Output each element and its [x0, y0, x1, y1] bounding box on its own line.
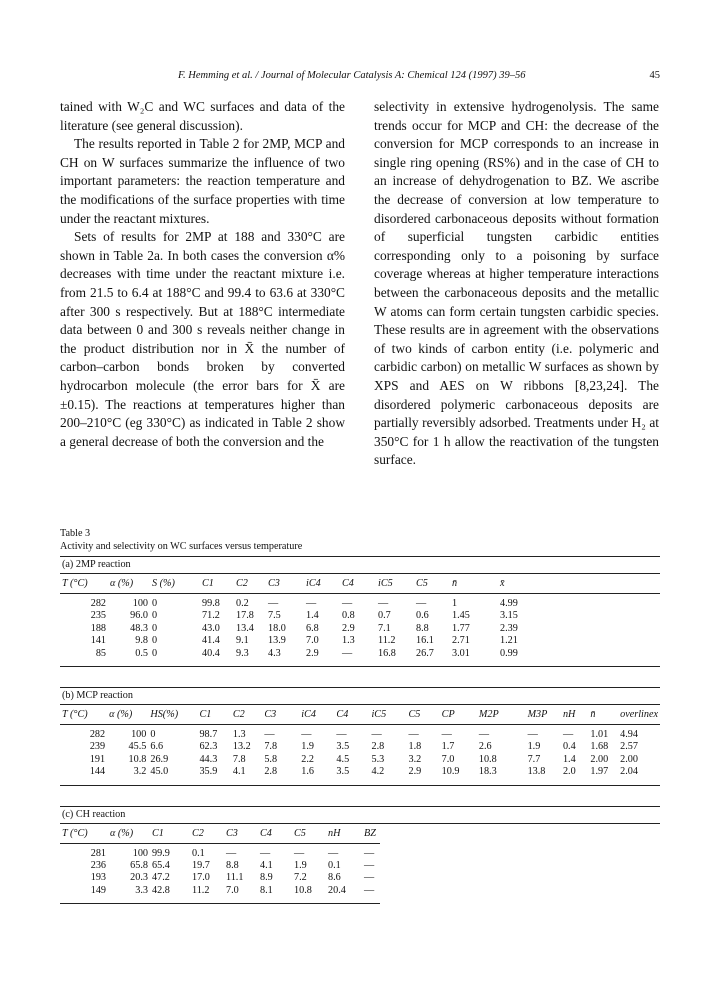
table-cell: 3.15	[500, 610, 518, 622]
column-header: n̄	[450, 574, 498, 594]
table-row	[60, 885, 380, 904]
table-row	[60, 594, 660, 611]
table-cell: 1.21	[500, 635, 518, 647]
table-cell: 1.3	[232, 729, 246, 741]
column-header: S (%)	[150, 574, 200, 594]
table-cell: 1.97	[588, 766, 618, 785]
table-cell: 20.4	[326, 885, 362, 904]
table-cell: —	[328, 847, 339, 859]
column-header: iC4	[299, 705, 334, 725]
table-cell: 7.1	[378, 622, 391, 634]
table-cell: 48.3	[130, 622, 148, 634]
table-cell: 1.6	[299, 766, 334, 785]
table-cell: 0	[152, 635, 158, 647]
column-header: C5	[407, 705, 440, 725]
table-cell: 11.1	[226, 872, 244, 884]
table-row	[60, 610, 660, 622]
column-header: C5	[414, 574, 450, 594]
table-cell: 6.8	[306, 622, 319, 634]
table-cell: 0	[150, 648, 200, 667]
table-cell: 43.0	[202, 622, 220, 634]
table-cell: —	[294, 847, 305, 859]
table-cell: —	[478, 729, 490, 741]
table-cell: 0.5	[108, 648, 150, 667]
table-cell: 149	[60, 885, 108, 904]
table-row	[60, 623, 660, 635]
table-cell: 41.4	[202, 635, 220, 647]
column-header: C4	[334, 705, 369, 725]
table-cell: 62.3	[199, 741, 218, 753]
table-cell: 4.94	[620, 729, 638, 741]
table-cell: 0	[150, 729, 156, 741]
table-cell: 99.8	[202, 598, 220, 609]
table-cell: 18.3	[477, 766, 526, 785]
column-header: M2P	[477, 705, 526, 725]
table-cell: 2.39	[500, 622, 518, 634]
table-row	[60, 843, 380, 860]
column-header: CP	[440, 705, 477, 725]
table-cell: 2.8	[262, 766, 299, 785]
table-cell: 1.01	[590, 729, 609, 741]
table-cell: 13.4	[236, 622, 254, 634]
table-cell: 1.9	[294, 860, 307, 872]
table-cell: 1.3	[342, 635, 355, 647]
table-cell: 188	[90, 622, 106, 634]
table-cell: 0.1	[328, 860, 341, 872]
table-cell: 16.8	[376, 648, 414, 667]
table-cell: 235	[90, 610, 106, 622]
table-cell: 0	[152, 598, 158, 609]
paragraph: The results reported in Table 2 for 2MP, MCP and CH on W surfaces summarize the influence of two important parameters: the reaction temperature and the modifications of the surface properties with time under the reactant mixtures.	[60, 136, 345, 226]
table-cell: —	[226, 847, 237, 859]
table-cell: 2.00	[590, 753, 609, 765]
table-cell: —	[336, 729, 347, 741]
table-cell: 9.8	[135, 635, 148, 647]
table-cell: —	[306, 598, 317, 609]
column-header: C1	[150, 824, 190, 844]
table-cell: 4.3	[266, 648, 304, 667]
table-cell: 0	[152, 622, 158, 634]
section-title-mcp: (b) MCP reaction	[60, 687, 660, 705]
running-title: F. Hemming et al. / Journal of Molecular Catalysis A: Chemical 124 (1997) 39–56	[178, 70, 526, 81]
column-header: iC5	[376, 574, 414, 594]
table-cell: —	[260, 847, 271, 859]
table-cell: 8.1	[258, 885, 292, 904]
table-cell: —	[441, 729, 452, 741]
table-cell: 2.2	[301, 753, 315, 765]
table-cell: 6.6	[150, 741, 164, 753]
table-cell: 2.9	[407, 766, 440, 785]
column-header: nH	[561, 705, 588, 725]
table-cell: 47.2	[152, 872, 170, 884]
table-row	[60, 741, 660, 753]
table-cell: —	[264, 729, 275, 741]
table-cell: —	[562, 729, 574, 741]
table-cell: —	[364, 860, 375, 872]
table-cell: 282	[90, 598, 106, 609]
table-cell: 191	[89, 753, 106, 765]
table-cell: 1	[452, 598, 458, 609]
table-cell: 9.1	[236, 635, 249, 647]
table-cell: 44.3	[199, 753, 218, 765]
table-cell: 100	[132, 847, 148, 859]
table-row	[60, 872, 380, 884]
table-cell: 0.7	[378, 610, 391, 622]
table-cell: 7.0	[224, 885, 258, 904]
table-cell: 11.2	[190, 885, 224, 904]
column-header: C4	[340, 574, 376, 594]
table-cell: 65.4	[152, 860, 170, 872]
table-cell: —	[416, 598, 427, 609]
column-header: C5	[292, 824, 326, 844]
table-cell: 1.4	[562, 753, 576, 765]
table-cell: 0.4	[562, 741, 576, 753]
column-header: M3P	[526, 705, 561, 725]
table-cell: 13.2	[232, 741, 251, 753]
table-cell: 26.9	[150, 753, 169, 765]
column-header: C1	[200, 574, 234, 594]
table-row	[60, 635, 660, 647]
table-cell: 4.5	[336, 753, 350, 765]
column-header: C3	[266, 574, 304, 594]
table-cell: 10.8	[292, 885, 326, 904]
table-cell: 4.1	[260, 860, 273, 872]
table-cell: —	[378, 598, 389, 609]
table-cell: 4.1	[231, 766, 262, 785]
table-cell: 2.8	[371, 741, 385, 753]
table-cell: 8.8	[416, 622, 429, 634]
table-ch	[60, 824, 380, 905]
table-cell: 1.68	[590, 741, 609, 753]
column-header: C3	[262, 705, 299, 725]
table-cell: 1.45	[452, 610, 470, 622]
table-cell: 2.9	[342, 622, 355, 634]
table-cell: 193	[90, 872, 106, 884]
table-cell: —	[268, 598, 279, 609]
table-cell: 3.01	[450, 648, 498, 667]
table-cell: 1.77	[452, 622, 470, 634]
table-cell: 18.0	[268, 622, 286, 634]
column-header: iC5	[369, 705, 406, 725]
column-header: C2	[234, 574, 266, 594]
table-cell: 7.2	[294, 872, 307, 884]
table-cell: 26.7	[414, 648, 450, 667]
column-header: C4	[258, 824, 292, 844]
table-cell: 3.5	[336, 741, 350, 753]
left-column	[60, 98, 345, 451]
table-cell: 98.7	[199, 729, 218, 741]
table-cell: 13.8	[526, 766, 561, 785]
table-cell: 45.5	[128, 741, 147, 753]
column-header: α (%)	[108, 574, 150, 594]
table-cell: 3.2	[107, 766, 148, 785]
table-row	[60, 648, 660, 667]
column-header: T (°C)	[60, 705, 107, 725]
table-cell: 282	[89, 729, 106, 741]
table-cell: 65.8	[130, 860, 148, 872]
table-cell: 10.9	[440, 766, 477, 785]
table-cell: 1.4	[306, 610, 319, 622]
page-number: 45	[649, 70, 660, 81]
table-cell: 281	[90, 847, 106, 859]
table-cell: 7.7	[527, 753, 541, 765]
table-cell: 19.7	[192, 860, 210, 872]
column-header: overlinex	[618, 705, 660, 725]
table-mcp	[60, 705, 660, 786]
column-header: α (%)	[107, 705, 148, 725]
table-cell: 2.71	[452, 635, 470, 647]
table-cell: 7.8	[264, 741, 278, 753]
table-label: Table 3	[60, 528, 91, 539]
table-cell: 0.1	[192, 847, 205, 859]
column-header: T (°C)	[60, 574, 108, 594]
column-header: x̄	[498, 574, 660, 594]
table-cell: 2.00	[620, 753, 638, 765]
table-cell: 40.4	[200, 648, 234, 667]
table-cell: 17.8	[236, 610, 254, 622]
table-cell: 5.3	[371, 753, 385, 765]
table-cell: 0	[152, 610, 158, 622]
table-cell: 71.2	[202, 610, 220, 622]
table-cell: —	[364, 847, 375, 859]
table-cell: 0.99	[498, 648, 660, 667]
table-cell: —	[340, 648, 376, 667]
table-cell: 99.9	[152, 847, 170, 859]
table-cell: 0.6	[416, 610, 429, 622]
table-cell: —	[362, 885, 380, 904]
section-title-2mp: (a) 2MP reaction	[60, 556, 660, 574]
table-cell: —	[364, 872, 375, 884]
table-cell: 239	[89, 741, 106, 753]
table-cell: 141	[90, 635, 106, 647]
table-cell: 11.2	[378, 635, 396, 647]
table-cell: 8.8	[226, 860, 239, 872]
table-cell: 236	[90, 860, 106, 872]
table-cell: 96.0	[130, 610, 148, 622]
paragraph: selectivity in extensive hydrogenolysis. The same trends occur for MCP and CH: the decrease of the conversion for MCP corresponds to an increase in single ring opening (RS%) and in the case of CH to an increase of dehydrogenation to BZ. We ascribe the decrease of conversion at low temperature to disordered carbonaceous deposits without formation of superficial tungsten carbidic entities corresponding only to a poisoning by surface coverage whereas at higher temperature interactions between the carbonaceous deposits and the metallic W atoms can form certain tungsten carbidic species. These results are in agreement with the observations of two kinds of carbon entity (i.e. polymeric and carbidic carbon) on metallic W surfaces as shown by XPS and AES on W ribbons [8,23,24]. The disordered polymeric carbonaceous deposits are partially reversibly adsorbed. Treatments under H₂ at 350°C for 1 h allow the reactivation of the tungsten surface.	[374, 99, 659, 468]
table-cell: 1.8	[408, 741, 422, 753]
table-cell: 17.0	[192, 872, 210, 884]
table-cell: 10.8	[478, 753, 497, 765]
column-header: iC4	[304, 574, 340, 594]
table-cell: 3.2	[408, 753, 422, 765]
table-cell: 4.99	[500, 598, 518, 609]
right-column	[374, 98, 659, 470]
table-cell: 1.9	[301, 741, 315, 753]
table-cell: 2.0	[561, 766, 588, 785]
table-cell: —	[371, 729, 382, 741]
column-header: n̄	[588, 705, 618, 725]
table-row	[60, 754, 660, 766]
table-cell: 5.8	[264, 753, 278, 765]
table-cell: —	[301, 729, 312, 741]
table-cell: 4.2	[369, 766, 406, 785]
table-cell: 2.04	[618, 766, 660, 785]
column-header: α (%)	[108, 824, 150, 844]
table-cell: 3.3	[108, 885, 150, 904]
table-row	[60, 725, 660, 742]
table-cell: 1.7	[441, 741, 455, 753]
paragraph: Sets of results for 2MP at 188 and 330°C are shown in Table 2a. In both cases the conversion α% decreases with time under the reactant mixture i.e. from 21.5 to 6.4 at 188°C and 99.4 to 63.6 at 330°C after 300 s respectively. But at 188°C intermediate data between 0 and 300 s reveals neither change in the product distribution nor in X̄ the number of carbon–carbon bonds broken by converted hydrocarbon molecule (the error bars for X̄ are ±0.15). The reactions at temperatures higher than 200–210°C (eg 330°C) as indicated in Table 2 show a general decrease of both the conversion and the	[60, 229, 345, 449]
column-header: BZ	[362, 824, 380, 844]
table-cell: 85	[60, 648, 108, 667]
table-cell: 100	[131, 729, 147, 741]
table-cell: 7.5	[268, 610, 281, 622]
table-cell: —	[408, 729, 419, 741]
table-cell: 45.0	[148, 766, 197, 785]
table-cell: 8.6	[328, 872, 341, 884]
table-cell: 13.9	[268, 635, 286, 647]
table-cell: 2.57	[620, 741, 638, 753]
table-cell: 144	[60, 766, 107, 785]
table-row	[60, 766, 660, 785]
table-cell: 100	[132, 598, 148, 609]
column-header: C3	[224, 824, 258, 844]
table-2mp	[60, 574, 660, 667]
table-cell: 3.5	[334, 766, 369, 785]
table-cell: —	[342, 598, 353, 609]
section-title-ch: (c) CH reaction	[60, 806, 660, 824]
table-cell: 7.0	[306, 635, 319, 647]
paragraph: tained with W₂C and WC surfaces and data of the literature (see general discussion).	[60, 99, 345, 133]
column-header: HS(%)	[148, 705, 197, 725]
table-cell: 0.8	[342, 610, 355, 622]
table-cell: 42.8	[150, 885, 190, 904]
table-cell: —	[527, 729, 538, 741]
column-header: T (°C)	[60, 824, 108, 844]
column-header: nH	[326, 824, 362, 844]
table-row	[60, 860, 380, 872]
table-cell: 1.9	[527, 741, 541, 753]
table-cell: 10.8	[128, 753, 147, 765]
table-cell: 0.2	[236, 598, 249, 609]
table-cell: 16.1	[416, 635, 434, 647]
table-cell: 2.9	[304, 648, 340, 667]
table-cell: 7.0	[441, 753, 455, 765]
column-header: C1	[197, 705, 230, 725]
table-cell: 20.3	[130, 872, 148, 884]
column-header: C2	[231, 705, 262, 725]
table-cell: 35.9	[197, 766, 230, 785]
table-3	[60, 527, 660, 904]
table-cell: 2.6	[478, 741, 492, 753]
table-caption: Activity and selectivity on WC surfaces versus temperature	[60, 541, 303, 552]
column-header: C2	[190, 824, 224, 844]
table-cell: 9.3	[234, 648, 266, 667]
table-cell: 7.8	[232, 753, 246, 765]
table-cell: 8.9	[260, 872, 273, 884]
